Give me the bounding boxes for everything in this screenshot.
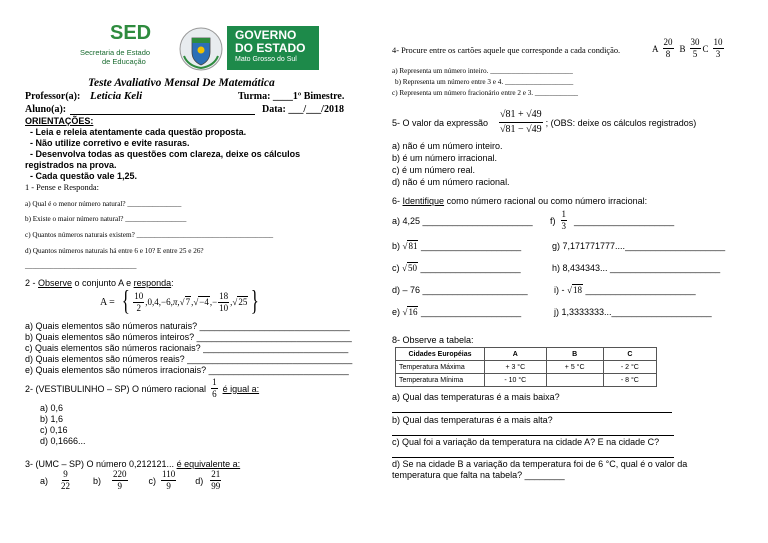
q3-option-c-n: 110 — [162, 469, 176, 479]
q2-item-a: a) Quais elementos são números naturais? ______________________________ — [25, 321, 350, 331]
q8-title: 8- Observe a tabela: — [392, 335, 474, 345]
q2-title-observe: Observe — [38, 278, 73, 288]
q6-item-i: i) - √18 ______________________ — [554, 285, 696, 295]
q2b-option-c: c) 0,16 — [40, 425, 68, 435]
q2b-option-d: d) 0,1666... — [40, 436, 86, 446]
q2-set-brace-open: { — [121, 286, 130, 317]
aluno-line — [70, 114, 255, 115]
q1-item-a: a) Qual é o menor número natural? _______________ — [25, 200, 182, 208]
q6-item-j-label: j) 1,3333333... — [554, 307, 612, 317]
q3-option-a-n: 9 — [63, 469, 68, 479]
q2-set-label: A = — [100, 296, 115, 308]
orientacao-2: - Não utilize corretivo e evite rasuras. — [30, 138, 190, 148]
q8-question-a: a) Qual das temperaturas é a mais baixa? — [392, 392, 560, 402]
orientacao-5: - Cada questão vale 1,25. — [30, 171, 138, 181]
orientacao-3: - Desenvolva todas as questões com clareza, deixe os cálculos — [30, 149, 301, 159]
governo-logo-line3: Mato Grosso do Sul — [235, 56, 297, 63]
q3-option-d-n: 21 — [211, 469, 221, 479]
q6-item-b-radicand: 81 — [408, 241, 418, 251]
q6-item-i-label: i) - — [554, 285, 565, 295]
q3-option-c-frac — [161, 470, 176, 491]
q6-item-e: e) √16 ____________________ — [392, 307, 522, 317]
table-cell: Temperatura Mínima — [396, 374, 485, 387]
table-row — [396, 374, 657, 387]
aluno-label: Aluno(a): — [25, 104, 67, 115]
professor-label: Professor(a): — [25, 91, 81, 102]
q3-option-b-label: b) — [93, 475, 102, 486]
q3-title-pre: 3- (UMC – SP) O número 0,212121... — [25, 459, 175, 469]
q1-item-d-line: _______________________________ — [25, 262, 137, 270]
table-header-cell: C — [603, 348, 656, 361]
q2-title-pre: 2 - — [25, 278, 39, 288]
orientacao-1: - Leia e releia atentamente cada questão proposta. — [30, 127, 247, 137]
table-cell: + 5 °C — [546, 361, 603, 374]
q2b-option-b: b) 1,6 — [40, 414, 64, 424]
q2-title-end: : — [171, 278, 174, 288]
q5-title — [392, 110, 696, 135]
q2-item-b: b) Quais elementos são números inteiros? _______________________________ — [25, 332, 352, 342]
q3-options — [40, 470, 222, 491]
q5-numerator: √81 + √49 — [499, 110, 543, 123]
q4-card-c — [713, 38, 724, 59]
q2-set-el-sqrt-4: √−4,− — [193, 297, 218, 307]
q5-option-d: d) não é um número racional. — [392, 177, 510, 187]
q2-set-brace-close: } — [251, 286, 260, 317]
q2-set-el-2: ,0,4,−6, — [145, 297, 173, 307]
q2-set-el-frac18: $\frac{18}{10}$ — [219, 290, 229, 313]
q6-item-e-line: ____________________ — [421, 307, 522, 317]
q6-item-f-n: 1 — [561, 209, 566, 219]
q6-item-c: c) √50 ____________________ — [392, 263, 521, 273]
q3-title-end: é equivalente a: — [176, 459, 241, 469]
q6-item-g — [552, 241, 725, 251]
q1-title: 1 - Pense e Responda: — [25, 183, 99, 192]
q4-cards — [652, 38, 725, 59]
data-label: Data: ___/___/2018 — [262, 104, 344, 115]
q6-item-f — [550, 210, 674, 231]
q4-card-c-label: C — [702, 43, 709, 54]
q8-answer-line-c — [392, 457, 674, 458]
table-cell: - 10 °C — [485, 374, 547, 387]
q2b-title-pre: 2- (VESTIBULINHO – SP) O número racional — [25, 383, 207, 394]
state-coat-of-arms-icon — [178, 26, 224, 72]
q6-item-e-radicand: 16 — [408, 307, 418, 317]
q3-option-d-d: 99 — [211, 481, 221, 491]
q2-item-c: c) Quais elementos são números racionais? _____________________________ — [25, 343, 349, 353]
table-header-cell: A — [485, 348, 547, 361]
q6-item-a — [392, 216, 533, 226]
q6-item-b-label: b) — [392, 241, 401, 251]
q3-option-c-label: c) — [148, 475, 157, 486]
governo-logo — [227, 26, 319, 70]
q2b-option-a: a) 0,6 — [40, 403, 64, 413]
q8-answer-line-a — [392, 412, 672, 413]
q6-item-f-label: f) — [550, 215, 556, 226]
q3-option-d-frac — [210, 470, 221, 491]
q4-card-b-d: 5 — [692, 49, 698, 59]
orientacao-4: registrados na prova. — [25, 160, 117, 170]
q6-item-a-label: a) 4,25 — [392, 216, 421, 226]
q6-item-b-line: ____________________ — [421, 241, 522, 251]
sed-logo-title: SED — [110, 22, 152, 44]
q5-title-pre: 5- O valor da expressão — [392, 117, 489, 128]
q1-item-c: c) Quantos números naturais existem? ______________________________________ — [25, 231, 274, 239]
table-header-cell: B — [546, 348, 603, 361]
q4-card-a — [663, 38, 674, 59]
q2-set-el-pi: π, — [172, 297, 180, 307]
q5-option-b: b) é um número irracional. — [392, 153, 498, 163]
q2-item-e: e) Quais elementos são números irracionais? ____________________________ — [25, 365, 349, 375]
q6-item-i-radicand: 18 — [572, 285, 582, 295]
q5-option-c: c) é um número real. — [392, 165, 476, 175]
table-cell: - 2 °C — [603, 361, 656, 374]
q5-expression — [499, 110, 543, 135]
table-cell — [546, 374, 603, 387]
q4-item-c: c) Representa um número fracionário entre 2 e 3. ____________ — [392, 89, 579, 97]
q4-card-c-n: 10 — [713, 37, 723, 47]
table-header-cell: Cidades Européias — [396, 348, 485, 361]
q4-card-c-d: 3 — [715, 49, 721, 59]
q6-item-g-label: g) 7,171771777.... — [552, 241, 626, 251]
q8-question-b: b) Qual das temperaturas é a mais alta? — [392, 415, 553, 425]
q6-item-c-radicand: 50 — [407, 263, 417, 273]
q3-option-b-d: 9 — [117, 481, 123, 491]
q6-item-c-label: c) — [392, 263, 400, 273]
q5-title-end: ; (OBS: deixe os cálculos registrados) — [545, 117, 697, 128]
q2b-title-end: é igual a: — [222, 383, 260, 394]
q6-item-j-line: ____________________ — [611, 307, 712, 317]
q6-item-i-line: ______________________ — [585, 285, 696, 295]
table-cell: + 3 °C — [485, 361, 547, 374]
governo-logo-line1: GOVERNO — [235, 28, 297, 42]
q2-title — [25, 278, 174, 288]
q6-item-f-d: 3 — [561, 221, 566, 231]
q4-card-a-n: 20 — [663, 37, 673, 47]
q8-question-d-cont: temperatura que falta na tabela? ________ — [392, 470, 565, 480]
q4-card-a-d: 8 — [665, 49, 671, 59]
q4-card-a-label: A — [652, 43, 659, 54]
professor-name: Leticia Keli — [90, 90, 143, 102]
q2b-fraction-n: 1 — [212, 377, 217, 387]
q3-title — [25, 459, 240, 469]
q6-item-e-label: e) — [392, 307, 401, 317]
orientacoes-title: ORIENTAÇÕES: — [25, 116, 94, 126]
q6-item-d-label: d) – 76 — [392, 285, 421, 295]
table-row — [396, 361, 657, 374]
q3-option-a-frac — [61, 470, 70, 491]
q6-item-d-line: _____________________ — [422, 285, 528, 295]
sed-logo-sub2: de Educação — [102, 57, 146, 66]
q6-title-pre: 6- — [392, 196, 403, 206]
q4-title: 4- Procure entre os cartões aquele que corresponde a cada condição. — [392, 46, 621, 55]
q6-item-h — [552, 263, 720, 273]
q6-title-end: como número racional ou como número irracional: — [444, 196, 648, 206]
q6-title — [392, 196, 647, 206]
page-title: Teste Avaliativo Mensal De Matemática — [88, 77, 275, 89]
q6-item-j — [554, 307, 712, 317]
table-cell: - 8 °C — [603, 374, 656, 387]
q4-card-b-label: B — [679, 43, 686, 54]
q1-item-b: b) Existe o maior número natural? _________________ — [25, 215, 187, 223]
q2-set-el-sqrt25: ,√25 — [230, 297, 248, 307]
q6-item-a-line: ______________________ — [422, 216, 533, 226]
q6-item-c-line: ____________________ — [420, 263, 521, 273]
temperature-table — [395, 347, 657, 387]
q2-title-mid: o conjunto A e — [72, 278, 134, 288]
q6-item-b: b) √81 ____________________ — [392, 241, 522, 251]
q3-option-d-label: d) — [195, 475, 204, 486]
q4-card-b-n: 30 — [690, 37, 700, 47]
q4-item-a: a) Representa um número inteiro. _______________________ — [392, 67, 573, 75]
q6-item-f-frac — [561, 210, 568, 231]
q6-item-h-label: h) 8,434343... — [552, 263, 611, 273]
q8-question-d: d) Se na cidade B a variação da temperatura foi de 6 °C, qual é o valor da — [392, 459, 688, 469]
table-header-row — [396, 348, 657, 361]
q3-option-c-d: 9 — [166, 481, 171, 491]
q2b-title — [25, 378, 259, 399]
q2-item-d: d) Quais elementos são números reais? _________________________________ — [25, 354, 353, 364]
q2b-fraction-d: 6 — [212, 389, 217, 399]
q2b-fraction — [211, 378, 218, 399]
sed-logo-sub1: Secretaria de Estado — [80, 48, 151, 57]
q4-card-b — [690, 38, 701, 59]
q6-item-h-line: ______________________ — [610, 263, 721, 273]
q3-option-a-d: 22 — [61, 481, 71, 491]
q4-item-b: b) Representa um número entre 3 e 4. ___________________ — [395, 78, 574, 86]
q6-item-d — [392, 285, 528, 295]
q3-option-a-label: a) — [40, 475, 49, 486]
q6-title-identifique: Identifique — [402, 196, 445, 206]
q8-answer-line-b — [392, 435, 674, 436]
q3-option-b-n: 220 — [113, 469, 127, 479]
q6-item-g-line: ____________________ — [625, 241, 726, 251]
q8-question-c: c) Qual foi a variação da temperatura na cidade A? E na cidade C? — [392, 437, 660, 447]
q2-set-el-sqrt7: √7, — [179, 297, 194, 307]
sed-logo — [80, 24, 175, 70]
q1-item-d: d) Quantos números naturais há entre 6 e 10? E entre 25 e 26? — [25, 247, 204, 255]
q6-item-f-line: ____________________ — [574, 215, 675, 226]
q2-title-responda: responda — [133, 278, 172, 288]
turma-label: Turma: ____1º Bimestre. — [238, 91, 345, 102]
q5-denominator: √81 − √49 — [500, 124, 542, 135]
q5-option-a: a) não é um número inteiro. — [392, 141, 503, 151]
governo-logo-line2: DO ESTADO — [235, 41, 306, 55]
q2-set-el-1: $\frac{10}{2}$ — [134, 290, 144, 313]
q3-option-b-frac — [112, 470, 128, 491]
q2-set — [100, 288, 262, 316]
table-cell: Temperatura Máxima — [396, 361, 485, 374]
